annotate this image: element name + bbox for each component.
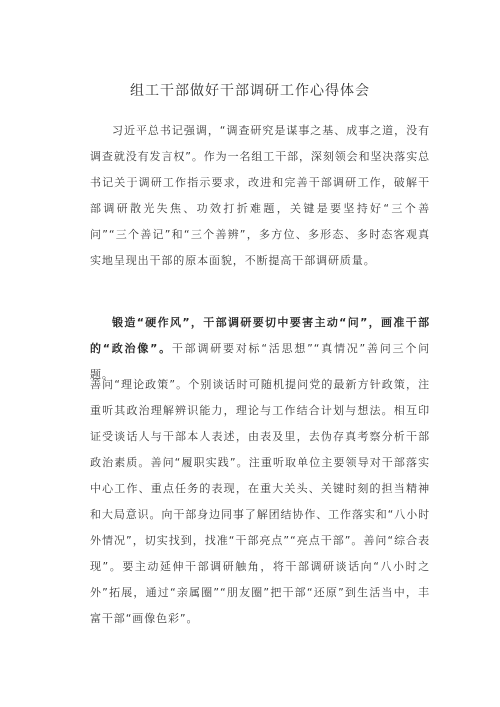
- document-title: 组工干部做好干部调研工作心得体会: [130, 83, 370, 99]
- paragraph-intro: 习近平总书记强调，“调查研究是谋事之基、成事之道，没有调查就没有发言权”。作为一名组工干部，深刻领会和坚决落实总书记关于调研工作指示要求，改进和完善干部调研工作，破解干部调研散光失焦、功效打折难题，关键是要坚持好“三个善问”“三个善记”和“三个善辨”，多方位、多形态、多时态客观真实地呈现出干部的原本面貌，不断提高干部调研质量。: [90, 124, 430, 267]
- section-heading-bold: 锻造“硬作风”，干部调研要切中要害主动“问”，画准干部的“政治像”。: [90, 316, 430, 355]
- section-heading-rest: 干部调研要对标“活思想”“真情况”善问三个问题。: [90, 342, 430, 381]
- paragraph-body: 善问“理论政策”。个别谈话时可随机提问党的最新方针政策，注重听其政治理解辨识能力，理论与工作结合计划与想法。相互印证受谈话人与干部本人表述，由表及里，去伪存真考察分析干部政治素质。善问“履职实践”。注重听取单位主要领导对干部落实中心工作、重点任务的表现，在重大关头、关键时刻的担当精神和大局意识。向干部身边同事了解团结协作、工作落实和“八小时外情况”，切实找到，找准“干部亮点”“亮点干部”。善问“综合表现”。要主动延伸干部调研触角，将干部调研谈话向“八小时之外”拓展，通过“亲属圈”“朋友圈”把干部“还原”到生活当中，丰富干部“画像色彩”。: [90, 378, 430, 625]
